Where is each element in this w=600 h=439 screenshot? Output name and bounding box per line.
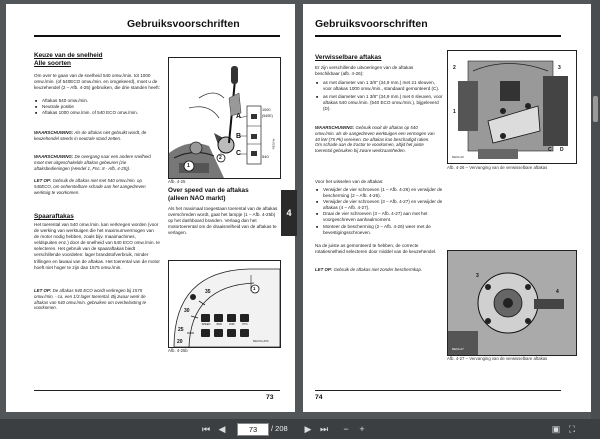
figure-4-25b xyxy=(168,260,281,348)
list-item: ■ as met diameter van 1 3/8" (34,9 mm.) met 21 sleuven, voor aftakas 1000 omw./min., standaard gemonteerd (C). xyxy=(323,80,445,92)
zoom-in-icon[interactable]: + xyxy=(359,424,365,434)
header-rule xyxy=(315,35,561,37)
note xyxy=(315,267,437,273)
section-title xyxy=(315,54,381,62)
left-page xyxy=(6,4,295,412)
list-item: ■ Aftakas 540 omw./min. xyxy=(42,98,168,104)
footer-rule xyxy=(315,390,561,391)
figure-caption: Afb. 4-27 – Vervanging van de verwisselbare aftakas xyxy=(447,356,548,361)
fig-value-540e: (540E) xyxy=(262,114,273,118)
viewer-toolbar xyxy=(0,419,600,439)
indicator-label: 4WD xyxy=(216,323,222,326)
shaft-bullet-list xyxy=(315,80,445,112)
subsection-title-text: Spaaraftakas xyxy=(34,213,74,220)
pto-guard-illustration xyxy=(448,51,576,163)
fullscreen-icon[interactable]: ⛶ xyxy=(568,424,576,434)
warning-label: WAARSCHUWING: xyxy=(34,154,74,159)
gauge-label: 35 xyxy=(205,289,211,295)
figure-caption: Afb. 4-25 xyxy=(168,179,186,184)
fig-callout-2: 2 xyxy=(219,155,222,161)
figure-code: RE04-27 xyxy=(452,347,464,351)
warning-2 xyxy=(34,154,160,171)
warning-text: Als de aftakas niet gebruikt wordt, de keuzehendel steeds in neutrale stand zetten. xyxy=(34,130,147,141)
gauge-label: 30 xyxy=(184,308,190,314)
fig-callout-1: 1 xyxy=(253,286,256,291)
spaar-paragraph: Het toerental van 540 omw./min. kan verkregen worden (voor de werking van werktuigen die het maximumvermogen van de motor nodig hebben, zoals bijv. maaimachines, veldspuiten enz.) door de snelheid van 540 ECO omw./min. te selecteren. Het gebruik van de spaaraftakas biedt verschillende voordelen: lager brandstofverbruik, minder trillingen en lawaai van de aftakas. Het toerental van de motor hoeft niet hoger te zijn dan 1575 omw./min. xyxy=(34,222,160,270)
page-number-input[interactable]: 73 xyxy=(237,423,269,436)
list-item: ■ Verwijder de vier schroeven (3 – Afb. 4-27) en verwijder de aftakas (4 – Afb. 4-27). xyxy=(323,199,445,211)
page-header: Gebruiksvoorschriften xyxy=(127,18,240,30)
first-page-icon[interactable]: ⏮ xyxy=(201,424,211,434)
gauge-label: 25 xyxy=(178,327,184,333)
note-text: Gebruik de aftakas niet zonder beschermkap. xyxy=(333,267,423,272)
figure-4-26 xyxy=(447,50,577,164)
scrollbar-thumb[interactable] xyxy=(593,96,598,122)
list-item: ■ Aftakas 1000 omw./min. of 540 ECO omw./min. xyxy=(42,110,168,116)
page-number: 73 xyxy=(266,394,274,401)
header-rule xyxy=(34,35,280,37)
fig-value-1000: 1000 xyxy=(262,108,271,112)
fig-callout: 2 xyxy=(453,65,456,71)
overspeed-title xyxy=(168,187,288,203)
section-title xyxy=(34,52,103,68)
warning-text: De overgang naar een andere snelheid moet met uitgeschakelde aftakas gebeuren (zie aftaksbedieningen (Hendel 1, Fnc. 8 - Afb. 4-25)). xyxy=(34,154,151,171)
intro-paragraph: Om over te gaan van de snelheid 540 omw./min. tot 1000 omw./min. (of 540ECO omw./min. en omgekeerd), moet u de keuzehendel (2 – Afb. 4-25) gebruiken, die drie standen heeft: xyxy=(34,73,160,91)
steps-intro: Voor het wisselen van de aftakas: xyxy=(315,179,384,184)
note-label: LET OP: xyxy=(315,267,333,272)
overspeed-title-line2: (alleen NAO markt) xyxy=(168,195,226,202)
page-number: 74 xyxy=(315,394,323,401)
vertical-scrollbar[interactable] xyxy=(591,0,600,419)
zoom-out-icon[interactable]: − xyxy=(343,424,349,434)
note-1 xyxy=(34,178,160,195)
last-page-icon[interactable]: ⏭ xyxy=(319,424,329,434)
warning-label: WAARSCHUWING: xyxy=(34,130,74,135)
list-item: ■ Neutrale positie xyxy=(42,104,168,110)
fit-page-icon[interactable]: ▣ xyxy=(551,424,561,434)
fig-callout: 1 xyxy=(453,109,456,115)
note-label: LET OP: xyxy=(34,288,52,293)
page-total: / 208 xyxy=(271,424,288,433)
indicator-label: PTO xyxy=(242,323,248,326)
fig-callout: C xyxy=(548,147,552,153)
fig-callout: 4 xyxy=(556,289,559,295)
steps-list xyxy=(315,187,445,236)
warning-text: Gebruik nooit de aftakas op 540 omw./min. als de aangedreven werktuigen een vermogen van 40 kW (75 Pk) vereisen. De aftakas kan beschadigd raken. Om schade aan de tractor te voorkomen, altijd het juiste toerental gebruiken bij zware werkzaamheden. xyxy=(315,125,435,154)
figure-4-27 xyxy=(447,250,577,356)
figure-4-25 xyxy=(168,57,281,179)
closing-paragraph: Na de juiste as gemonteerd te hebben, de correcte rotatiesnelheid selecteren door middel van de keuzehendel. xyxy=(315,243,437,255)
note-2 xyxy=(34,288,160,311)
section-subtitle-text: Alle soorten xyxy=(34,60,71,67)
section-title-text: Verwisselbare aftakas xyxy=(315,54,382,61)
intro-paragraph: Er zijn verschillende uitvoeringen van de aftakas beschikbaar (afb. 4-26): xyxy=(315,65,414,77)
note-text: De aftakas 540 ECO wordt verkregen bij 1575 omw./min. - ca. een 1/3 lager toerental. Bij zwaar werk de aftakas van 540 omw./min. gebruiken om overbelasting te voorkomen. xyxy=(34,288,147,311)
fig-callout: 3 xyxy=(558,65,561,71)
fig-label-A: A xyxy=(236,113,242,120)
section-title-text: Keuze van de snelheid xyxy=(34,52,103,59)
fig-label-B: B xyxy=(236,133,242,140)
list-item: ■ Monteer de bescherming (2 – Afb. 4-26) weer met de bevestigingsschroeven. xyxy=(323,224,445,236)
pto-shaft-illustration xyxy=(448,251,576,355)
fig-label-C: C xyxy=(236,150,242,157)
speed-bullet-list xyxy=(34,98,168,116)
fig-callout: D xyxy=(560,147,564,153)
list-item: ■ Verwijder de vier schroeven (1 – Afb. 4-26) en verwijder de bescherming (2 – Afb. 4-26). xyxy=(323,187,445,199)
figure-code: RE024e xyxy=(271,138,276,150)
fig-value-540: 540 xyxy=(262,154,269,159)
pto-lever-illustration xyxy=(169,58,280,178)
next-page-icon[interactable]: ▶ xyxy=(304,424,312,434)
note-text: Gebruik de aftakas niet met 540 omw./min. op 540ECO, om onherstelbare schade aan het aangedreven werktuig te voorkomen. xyxy=(34,178,146,195)
warning xyxy=(315,125,437,154)
prev-page-icon[interactable]: ◀ xyxy=(218,424,226,434)
right-page xyxy=(303,4,592,412)
warning-1 xyxy=(34,130,160,142)
overspeed-title-line1: Over speed van de aftakas xyxy=(168,187,249,194)
chapter-tab: 4 xyxy=(281,190,297,236)
overspeed-paragraph: Als het maximaal toegestaan toerental van de aftakas overschreden wordt, gaat het lampje (1 – Afb. 4-25b) op het dashboard branden. Verlaag dan het motortoerental om de draaisnelheid van de aftakas te verlagen. xyxy=(168,206,278,236)
figure-caption: Afb. 4-25b xyxy=(168,348,188,353)
gauge-label: 20 xyxy=(177,339,183,345)
indicator-label: SPEED xyxy=(201,323,211,326)
figure-code: RE04-26 xyxy=(452,155,464,159)
fig-callout-1: 1 xyxy=(187,163,190,169)
indicator-label: DIFF xyxy=(229,323,235,326)
list-item: ■ as met diameter van 1 3/8" (34,9 mm.) met 6 sleuven, voor aftakas 540 omw./min. (540 ECO omw./min.), bijgeleverd (D). xyxy=(323,94,445,112)
figure-caption: Afb. 4-26 – Vervanging van de verwisselbare aftakas xyxy=(447,165,548,170)
dashboard-illustration xyxy=(169,261,280,347)
page-header: Gebruiksvoorschriften xyxy=(315,18,428,30)
note-label: LET OP: xyxy=(34,178,52,183)
fig-callout: 3 xyxy=(476,273,479,279)
subsection-title xyxy=(34,213,74,221)
list-item: ■ Draai de vier schroeven (3 – Afb. 4-27) aan met het voorgeschreven aanhaalmoment. xyxy=(323,211,445,223)
footer-rule xyxy=(34,390,280,391)
figure-code: REX04-25b xyxy=(253,339,269,343)
warning-label: WAARSCHUWING: xyxy=(315,125,355,130)
